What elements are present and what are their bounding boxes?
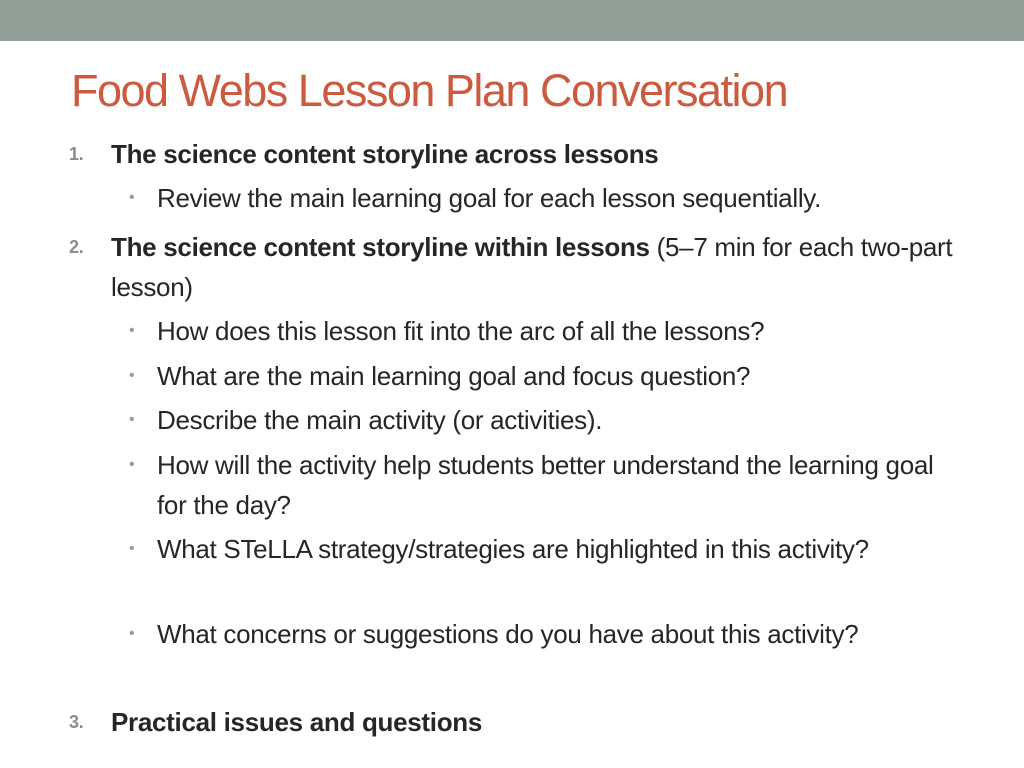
top-accent-band	[0, 0, 1024, 41]
bullet-text: How does this lesson fit into the arc of all the lessons?	[157, 316, 765, 346]
item-heading: The science content storyline across lessons	[111, 139, 659, 169]
bullet-icon: •	[129, 456, 135, 473]
numbered-item-3	[69, 702, 981, 742]
bullet-item	[129, 614, 937, 654]
numbered-item-1	[69, 134, 981, 174]
bullet-item	[129, 311, 977, 351]
bullet-item	[129, 178, 977, 218]
bullet-text: How will the activity help students better understand the learning goal for the day?	[157, 450, 934, 520]
bullet-item	[129, 400, 977, 440]
bullet-item	[129, 529, 937, 569]
bullet-item	[129, 445, 957, 525]
bullet-icon: •	[129, 322, 135, 339]
number-marker: 3.	[69, 712, 84, 732]
bullet-text: What STeLLA strategy/strategies are highlighted in this activity?	[157, 534, 869, 564]
bullet-text: Describe the main activity (or activities).	[157, 405, 603, 435]
bullet-icon: •	[129, 367, 135, 384]
item-heading: The science content storyline within lessons	[111, 232, 650, 262]
slide-title: Food Webs Lesson Plan Conversation	[71, 65, 788, 116]
item-heading: Practical issues and questions	[111, 707, 483, 737]
bullet-icon: •	[129, 411, 135, 428]
item-detail: (5–7 min for each two-part lesson)	[111, 232, 953, 302]
bullet-icon: •	[129, 189, 135, 206]
bullet-item	[129, 356, 977, 396]
bullet-text: Review the main learning goal for each lesson sequentially.	[157, 183, 821, 213]
bullet-icon: •	[129, 625, 135, 642]
bullet-text: What are the main learning goal and focus question?	[157, 361, 751, 391]
number-marker: 2.	[69, 237, 84, 257]
number-marker: 1.	[69, 144, 84, 164]
bullet-text: What concerns or suggestions do you have about this activity?	[157, 619, 859, 649]
numbered-item-2	[69, 227, 981, 307]
bullet-icon: •	[129, 540, 135, 557]
